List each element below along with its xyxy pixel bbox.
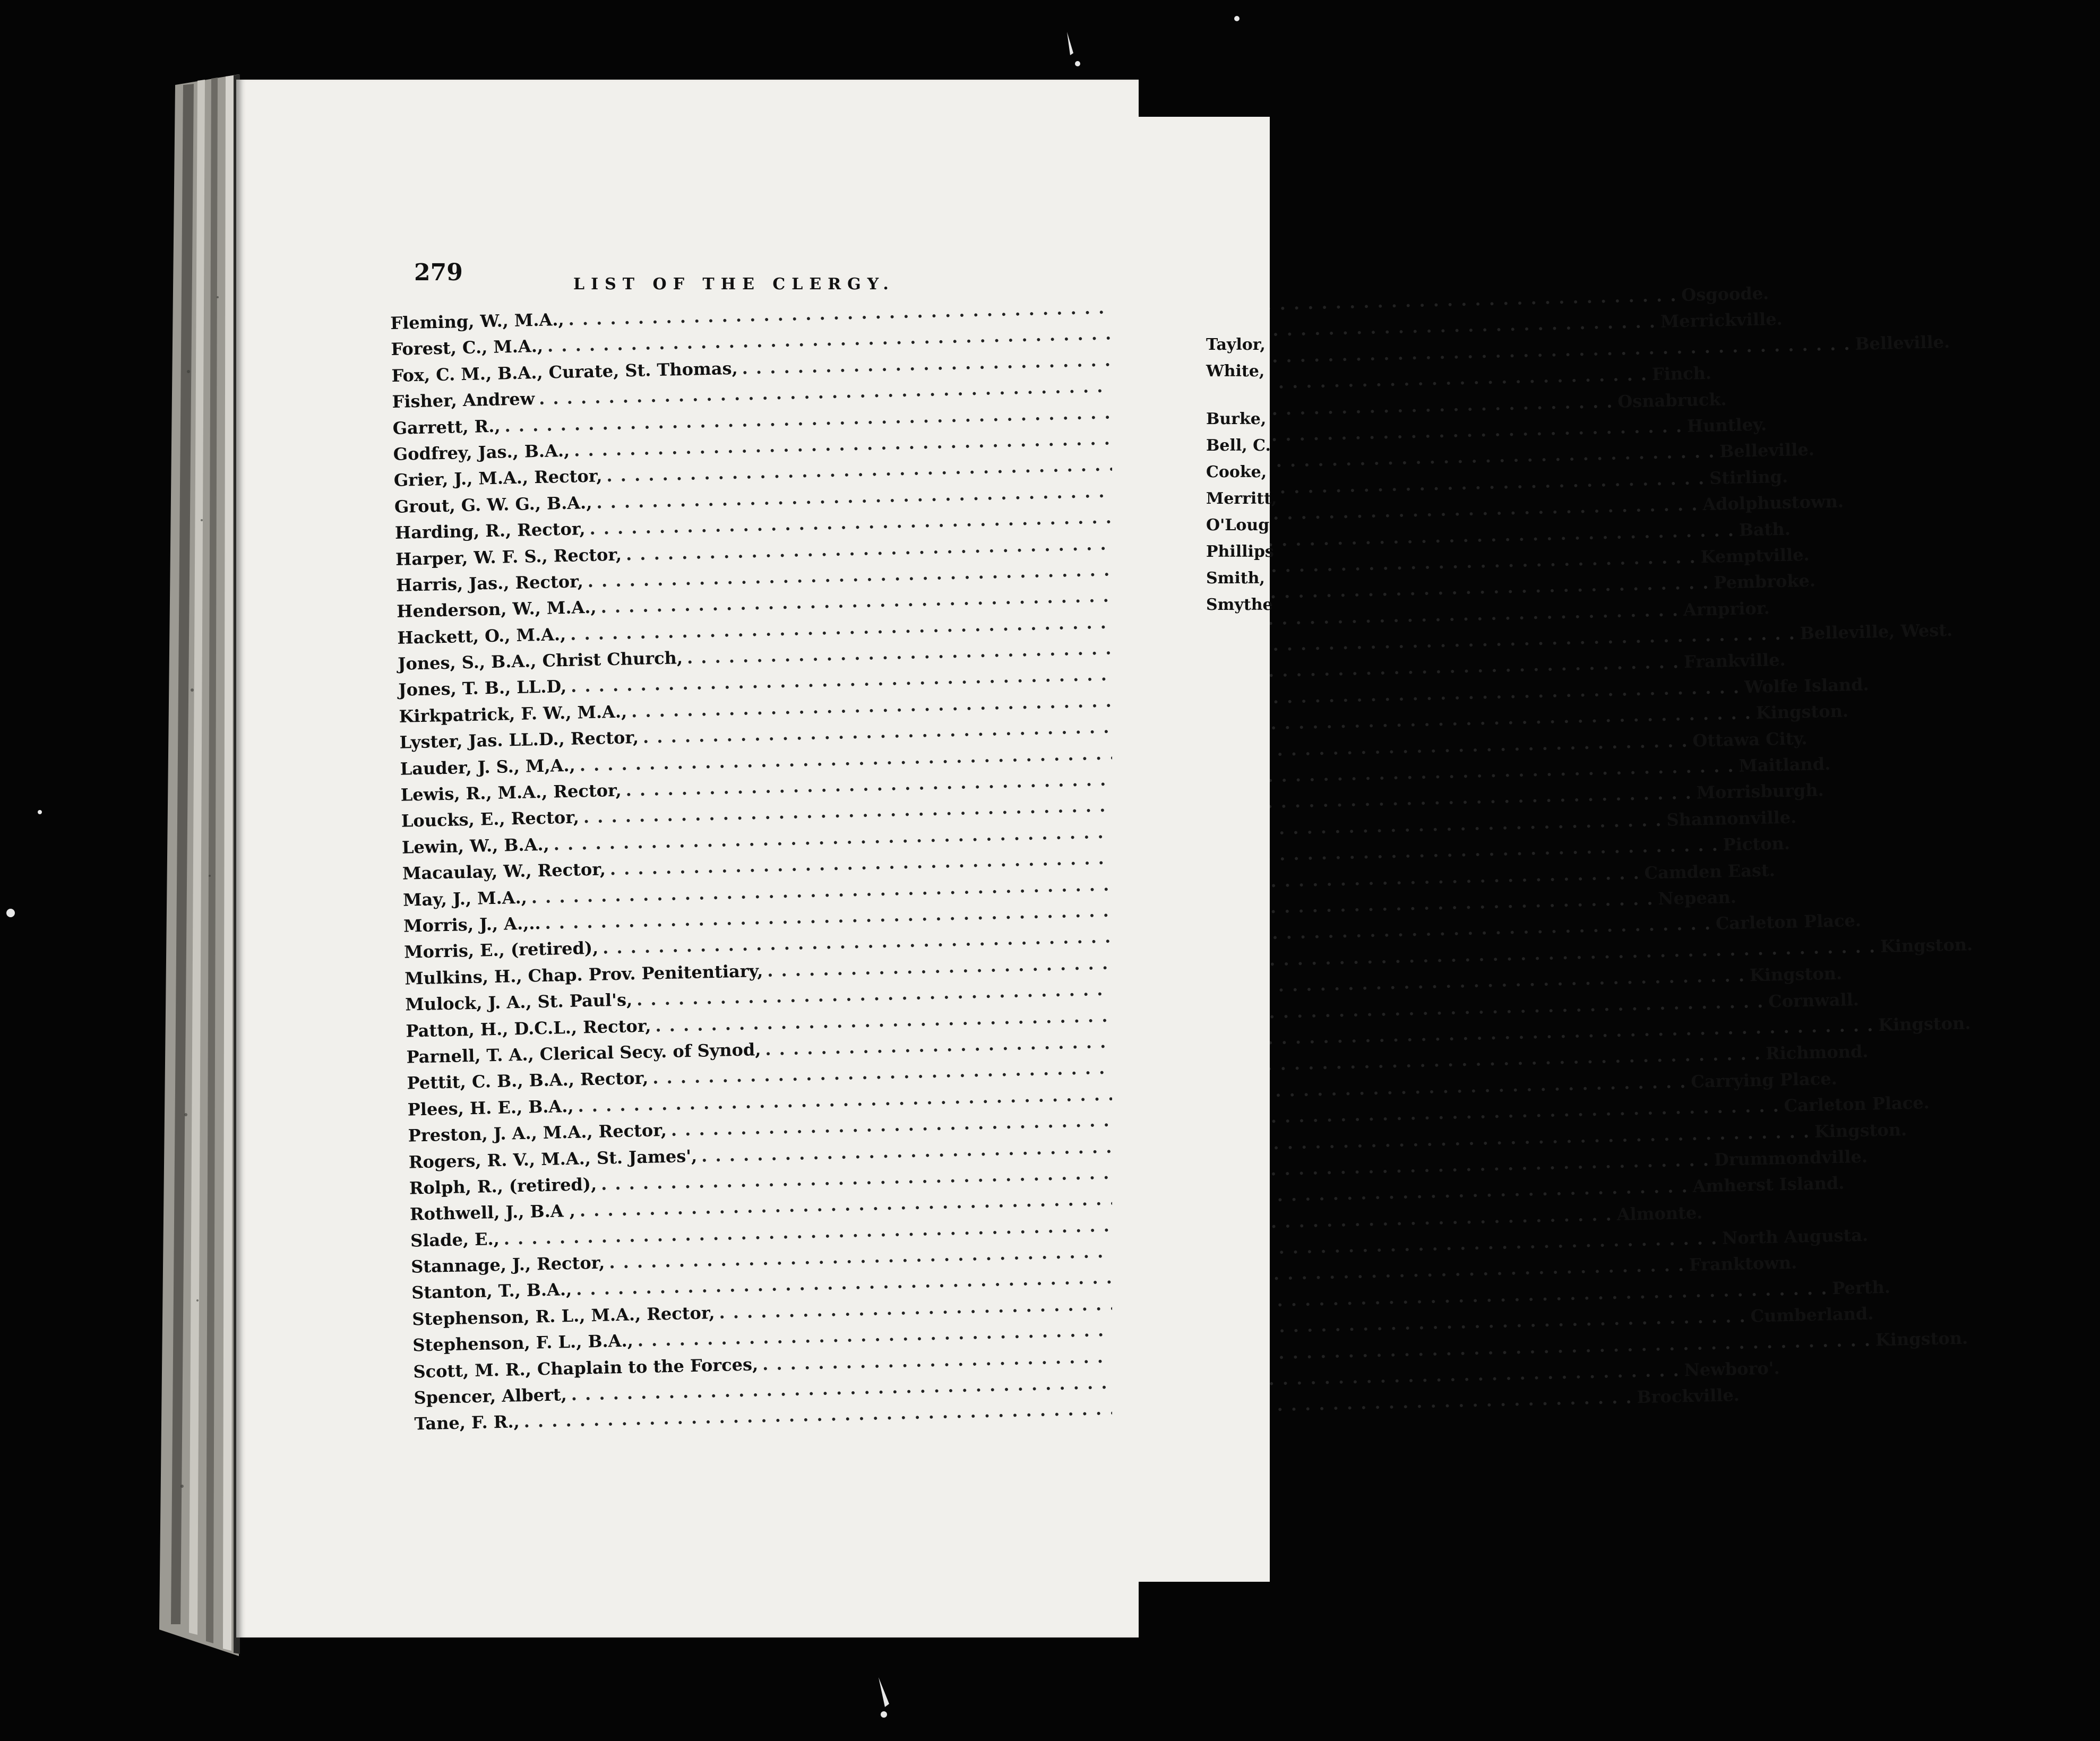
clergy-place: Stirling. — [1709, 466, 1788, 488]
clergy-place: Ottawa City. — [1692, 728, 1808, 751]
clergy-place: Osgoode. — [1681, 283, 1769, 305]
clergy-name: Tane, F. R., — [414, 1411, 520, 1434]
clergy-name: Fisher, Andrew — [392, 389, 535, 412]
clergy-name: Grout, G. W. G., B.A., — [394, 492, 592, 517]
clergy-name: Garrett, R., — [392, 416, 501, 438]
clergy-place: Richmond. — [1765, 1041, 1869, 1064]
clergy-place: Kingston. — [1880, 934, 1973, 956]
clergy-place: Arnprior. — [1683, 598, 1770, 620]
clergy-name: Lauder, J. S., M,A., — [400, 755, 576, 779]
right-list-item: O'Loug — [1206, 516, 1270, 535]
clergy-name: Henderson, W., M.A., — [396, 597, 597, 622]
right-list-item: Smith, — [1206, 569, 1265, 588]
clergy-name: Lewin, W., B.A., — [401, 834, 550, 858]
running-head: LIST OF THE CLERGY. — [573, 275, 895, 294]
clergy-name: Mulock, J. A., St. Paul's, — [405, 989, 633, 1015]
clergy-place: Frankville. — [1683, 650, 1786, 673]
clergy-place: Finch. — [1651, 363, 1712, 385]
clergy-name: Morris, E., (retired), — [403, 938, 599, 963]
clergy-place: Perth. — [1831, 1277, 1891, 1299]
clergy-name: Fleming, W., M.A., — [390, 309, 564, 333]
clergy-place: Drummondville. — [1714, 1146, 1868, 1170]
clergy-name: Harding, R., Rector, — [394, 519, 586, 544]
clergy-name: Hackett, O., M.A., — [397, 624, 566, 648]
clergy-place: Carleton Place. — [1715, 910, 1862, 934]
right-page-list — [1206, 335, 1277, 622]
clergy-place: Camden East. — [1644, 859, 1776, 883]
clergy-name: May, J., M.A., — [402, 887, 528, 910]
clergy-place: Kingston. — [1875, 1328, 1968, 1350]
clergy-name: Jones, S., B.A., Christ Church, — [398, 648, 683, 674]
clergy-name: Rolph, R., (retired), — [409, 1174, 597, 1199]
clergy-name: Parnell, T. A., Clerical Secy. of Synod, — [406, 1039, 761, 1067]
clergy-place: Carrying Place. — [1690, 1068, 1838, 1092]
right-list-item: Merritt, — [1206, 489, 1277, 508]
clergy-place: Kingston. — [1814, 1119, 1907, 1142]
clergy-name: Macaulay, W., Rector, — [402, 859, 606, 884]
clergy-place: Amherst Island. — [1692, 1173, 1845, 1197]
clergy-name: Rothwell, J., B.A , — [409, 1201, 576, 1225]
clergy-place: Belleville, West. — [1800, 620, 1953, 644]
clergy-name: Godfrey, Jas., B.A., — [393, 440, 570, 464]
page-number: 279 — [414, 259, 463, 286]
clergy-name: Grier, J., M.A., Rector, — [393, 466, 603, 491]
clergy-place: Kemptville. — [1700, 544, 1810, 567]
clergy-name: Stannage, J., Rector, — [410, 1252, 605, 1277]
clergy-name: Jones, T. B., LL.D, — [398, 676, 567, 701]
clergy-place: Franktown. — [1689, 1253, 1797, 1275]
clergy-name: Harper, W. F. S., Rector, — [395, 544, 622, 570]
right-list-item: Bell, C. — [1206, 436, 1271, 455]
clergy-place: Kingston. — [1878, 1013, 1971, 1036]
right-list-item: Cooke, — [1206, 463, 1267, 481]
clergy-name: Patton, H., D.C.L., Rector, — [406, 1015, 651, 1041]
clergy-place: Carleton Place. — [1784, 1092, 1930, 1116]
clergy-place: Osnabruck. — [1617, 389, 1727, 412]
clergy-place: Belleville. — [1719, 439, 1815, 462]
clergy-place: Merrickville. — [1660, 309, 1783, 332]
clergy-place: Adolphustown. — [1702, 491, 1844, 515]
clergy-name: Plees, H. E., B.A., — [407, 1096, 574, 1120]
clergy-name: Slade, E., — [410, 1228, 500, 1251]
clergy-place: Bath. — [1738, 519, 1791, 540]
clergy-place: Huntley. — [1686, 414, 1767, 436]
clergy-place: North Augusta. — [1722, 1225, 1869, 1248]
clergy-name: Stephenson, R. L., M.A., Rector, — [411, 1302, 715, 1330]
right-list-item: Burke, — [1206, 410, 1267, 428]
clergy-name: Kirkpatrick, F. W., M.A., — [399, 701, 627, 727]
clergy-place: Belleville. — [1855, 331, 1950, 354]
clergy-name: Forest, C., M.A., — [391, 336, 544, 360]
clergy-place: Cumberland. — [1750, 1303, 1874, 1326]
right-list-item: Taylor, — [1206, 335, 1266, 354]
clergy-name: Loucks, E., Rector, — [401, 807, 580, 832]
right-list-item: White, — [1206, 362, 1265, 381]
clergy-name: Stanton, T., B.A., — [411, 1279, 572, 1304]
clergy-place: Almonte. — [1616, 1202, 1703, 1225]
clergy-place: Nepean. — [1657, 886, 1737, 909]
clergy-place: Kingston. — [1749, 963, 1843, 986]
clergy-name: Rogers, R. V., M.A., St. James', — [408, 1145, 698, 1173]
clergy-name: Mulkins, H., Chap. Prov. Penitentiary, — [404, 960, 763, 989]
clergy-name: Lewis, R., M.A., Rector, — [400, 780, 622, 805]
clergy-place: Pembroke. — [1714, 570, 1816, 593]
clergy-name: Lyster, Jas. LL.D., Rector, — [399, 727, 639, 753]
clergy-name: Pettit, C. B., B.A., Rector, — [407, 1068, 649, 1093]
clergy-place: Wolfe Island. — [1744, 674, 1870, 697]
clergy-place: Kingston. — [1755, 701, 1849, 723]
right-list-item: Phillips — [1206, 542, 1274, 561]
clergy-name: Harris, Jas., Rector, — [395, 571, 584, 596]
clergy-place: Morrisburgh. — [1696, 780, 1824, 803]
clergy-name: Morris, J., A.,.. — [403, 913, 541, 936]
clergy-name: Stephenson, F. L., B.A., — [412, 1330, 634, 1356]
clergy-name: Preston, J. A., M.A., Rector, — [408, 1120, 667, 1146]
clergy-place: Brockville. — [1637, 1385, 1740, 1408]
clergy-place: Maitland. — [1738, 754, 1831, 776]
clergy-place: Newboro'. — [1684, 1358, 1780, 1381]
clergy-place: Cornwall. — [1768, 989, 1860, 1012]
clergy-name: Fox, C. M., B.A., Curate, St. Thomas, — [391, 358, 738, 386]
clergy-place: Picton. — [1723, 833, 1791, 855]
clergy-name: Spencer, Albert, — [414, 1384, 567, 1408]
clergy-name: Scott, M. R., Chaplain to the Forces, — [413, 1354, 759, 1382]
clergy-place: Shannonville. — [1666, 807, 1797, 830]
right-list-item: Smythe — [1206, 596, 1273, 614]
spacer — [1206, 389, 1277, 410]
